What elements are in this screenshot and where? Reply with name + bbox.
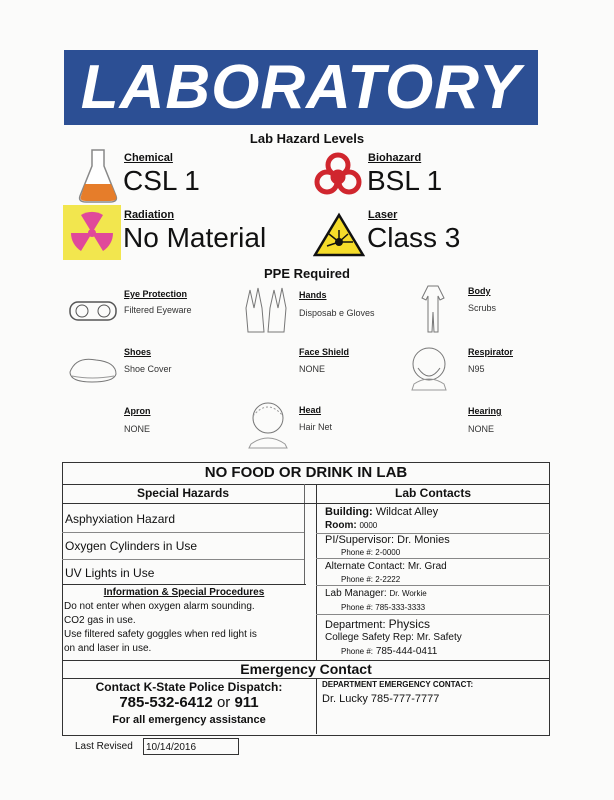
radiation-value: No Material — [123, 222, 267, 253]
divider — [62, 484, 550, 485]
special-hazard-item: UV Lights in Use — [65, 566, 155, 580]
radiation-label: Radiation — [124, 209, 175, 221]
ppe-face-label: Face Shield — [299, 347, 350, 357]
alternate-phone: Phone #: 2-2222 — [341, 575, 401, 584]
respirator-icon — [408, 344, 450, 392]
ppe-head-value: Hair Net — [299, 422, 333, 432]
ppe-apron-label: Apron — [124, 406, 151, 416]
divider — [62, 678, 550, 679]
ppe-eye-label: Eye Protection — [124, 289, 188, 299]
police-dispatch-title: Contact K-State Police Dispatch: — [95, 680, 283, 694]
laser-label: Laser — [368, 209, 398, 221]
column-divider — [316, 678, 317, 734]
lab-contacts-title: Lab Contacts — [394, 486, 471, 500]
building-line: Building: Wildcat Alley — [325, 506, 439, 518]
shoe-cover-icon — [66, 352, 120, 386]
divider — [316, 614, 550, 615]
ppe-title: PPE Required — [264, 266, 350, 281]
ppe-body-label: Body — [468, 286, 491, 296]
ppe-hands-value: Disposab e Gloves — [299, 308, 375, 318]
column-divider — [316, 484, 317, 660]
goggles-icon — [66, 296, 120, 326]
ppe-shoes-label: Shoes — [124, 347, 152, 357]
special-hazards-title: Special Hazards — [136, 486, 230, 500]
ppe-head-label: Head — [299, 405, 322, 415]
gloves-icon — [240, 284, 292, 336]
ppe-respirator-label: Respirator — [468, 347, 514, 357]
room-line: Room: 0000 — [325, 520, 378, 531]
scrubs-icon — [420, 284, 446, 334]
ppe-face-value: NONE — [299, 364, 326, 374]
emergency-assistance: For all emergency assistance — [112, 714, 266, 726]
info-procedures-title: Information & Special Procedures — [103, 587, 265, 598]
divider — [316, 558, 550, 559]
chemical-label: Chemical — [124, 152, 173, 164]
ppe-respirator-value: N95 — [468, 364, 485, 374]
ppe-apron-value: NONE — [124, 424, 151, 434]
last-revised-label: Last Revised — [75, 741, 133, 752]
info-procedures-text: Do not enter when oxygen alarm sounding. CO2 gas in use. Use filtered safety goggles when red light is on and laser in use. — [64, 601, 257, 654]
divider — [62, 503, 550, 504]
dept-emergency-title: DEPARTMENT EMERGENCY CONTACT: — [322, 680, 474, 689]
ppe-shoes-value: Shoe Cover — [124, 364, 172, 374]
ppe-hearing-value: NONE — [468, 424, 495, 434]
dept-emergency-contact: Dr. Lucky 785-777-7777 — [322, 693, 440, 705]
alternate-line: Alternate Contact: Mr. Grad — [325, 561, 447, 572]
no-food-notice: NO FOOD OR DRINK IN LAB — [204, 464, 408, 481]
last-revised-field[interactable]: 10/14/2016 — [143, 738, 239, 755]
ppe-hearing-label: Hearing — [468, 406, 502, 416]
special-hazard-item: Asphyxiation Hazard — [65, 512, 176, 526]
biohazard-value: BSL 1 — [367, 165, 443, 196]
laboratory-banner: LABORATORY — [64, 50, 538, 125]
laser-value: Class 3 — [367, 222, 461, 253]
divider — [316, 585, 550, 586]
department-line: Department: Physics — [325, 617, 430, 631]
divider — [62, 584, 306, 585]
biohazard-label: Biohazard — [368, 152, 422, 164]
chemical-value: CSL 1 — [123, 165, 200, 196]
special-hazard-item: Oxygen Cylinders in Use — [65, 539, 198, 553]
police-number: 785-532-6412 or 911 — [119, 694, 259, 711]
ppe-hands-label: Hands — [299, 290, 327, 300]
ppe-body-value: Scrubs — [468, 303, 497, 313]
emergency-contact-title: Emergency Contact — [240, 661, 372, 677]
pi-phone: Phone #: 2-0000 — [341, 548, 401, 557]
pi-line: PI/Supervisor: Dr. Monies — [325, 534, 450, 546]
radiation-icon — [63, 205, 121, 260]
ppe-eye-value: Filtered Eyeware — [124, 305, 192, 315]
safety-rep-phone: Phone #: 785-444-0411 — [341, 646, 438, 657]
manager-line: Lab Manager: Dr. Workie — [325, 588, 427, 599]
biohazard-icon — [312, 150, 364, 200]
laser-warning-icon — [313, 212, 365, 258]
manager-phone: Phone #: 785-333-3333 — [341, 603, 426, 612]
divider — [62, 559, 304, 560]
flask-icon — [76, 148, 120, 204]
safety-rep-line: College Safety Rep: Mr. Safety — [325, 632, 462, 643]
divider — [62, 532, 304, 533]
column-divider-inner — [304, 484, 305, 584]
hair-net-icon — [245, 398, 291, 450]
hazard-levels-title: Lab Hazard Levels — [249, 131, 365, 146]
